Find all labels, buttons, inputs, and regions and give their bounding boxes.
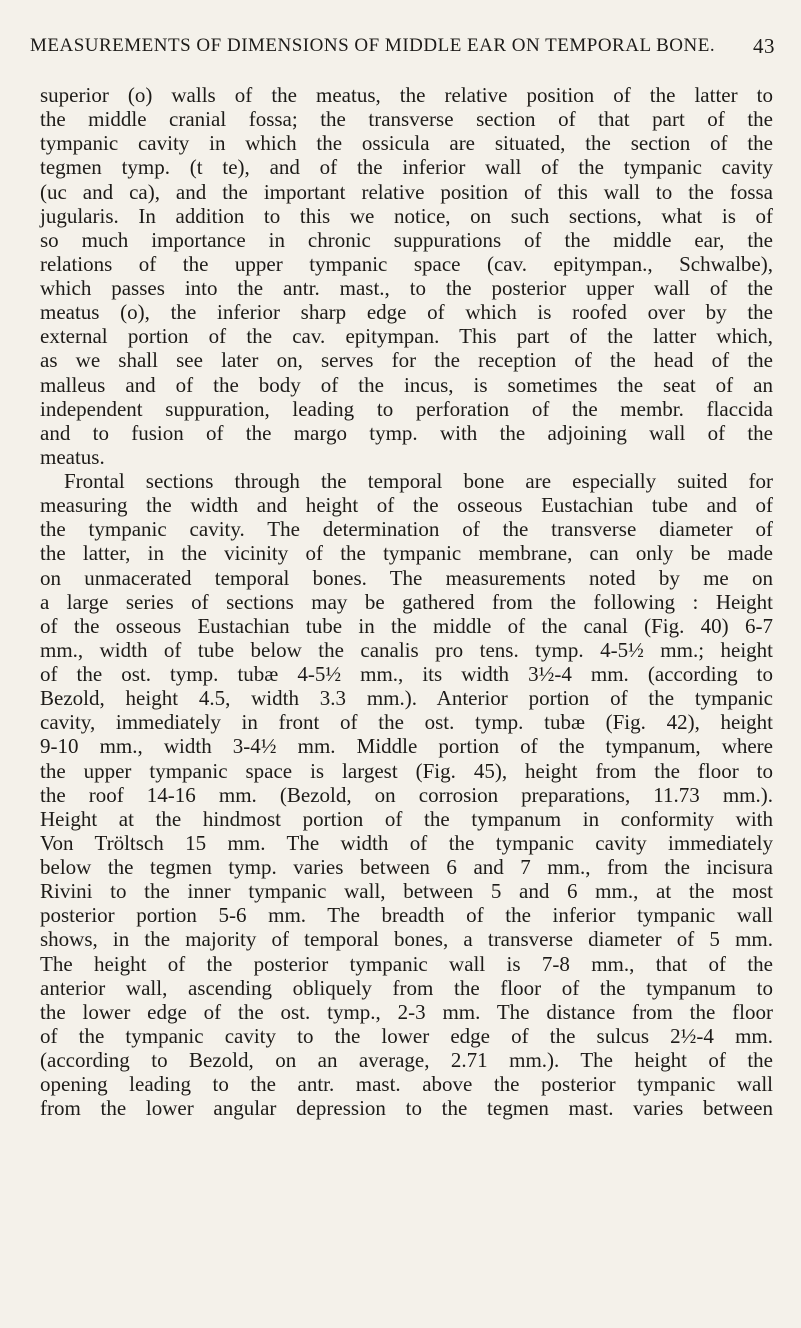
- text-line: of the ost. tymp. tubæ 4-5½ mm., its width 3½-4 mm. (according to: [40, 662, 773, 686]
- text-line: and to fusion of the margo tymp. with the adjoining wall of the: [40, 420, 773, 445]
- text-line: Height at the hindmost portion of the tympanum in conformity with: [40, 806, 773, 831]
- text-line: 9-10 mm., width 3-4½ mm. Middle portion of the tympanum, where: [40, 734, 773, 759]
- text-line: tegmen tymp. (t te), and of the inferior wall of the tympanic cavity: [40, 155, 773, 180]
- text-line: as we shall see later on, serves for the reception of the head of the: [40, 348, 773, 373]
- text-line: the middle cranial fossa; the transverse section of that part of the: [40, 107, 773, 132]
- text-line: the upper tympanic space is largest (Fig. 45), height from the floor to: [40, 758, 773, 783]
- paragraph: [40, 469, 773, 1120]
- text-line: tympanic cavity in which the ossicula are situated, the section of the: [40, 131, 773, 156]
- text-line: on unmacerated temporal bones. The measurements noted by me on: [40, 565, 773, 590]
- text-line: jugularis. In addition to this we notice, on such sections, what is of: [40, 203, 773, 228]
- text-line: a large series of sections may be gathered from the following : Height: [40, 589, 773, 614]
- text-line: external portion of the cav. epitympan. This part of the latter which,: [40, 324, 773, 349]
- text-line: the roof 14-16 mm. (Bezold, on corrosion preparations, 11.73 mm.).: [40, 782, 773, 807]
- body-text: [40, 83, 773, 1120]
- text-line: meatus (o), the inferior sharp edge of which is roofed over by the: [40, 300, 773, 325]
- text-line: so much importance in chronic suppurations of the middle ear, the: [40, 227, 773, 252]
- text-line: Bezold, height 4.5, width 3.3 mm.). Anterior portion of the tympanic: [40, 686, 773, 711]
- text-line: The height of the posterior tympanic wall is 7-8 mm., that of the: [40, 951, 773, 976]
- text-line: mm., width of tube below the canalis pro tens. tymp. 4-5½ mm.; height: [40, 637, 773, 662]
- text-line: shows, in the majority of temporal bones, a transverse diameter of 5 mm.: [40, 927, 773, 952]
- text-line: Frontal sections through the temporal bone are especially suited for: [64, 469, 773, 493]
- text-line: malleus and of the body of the incus, is sometimes the seat of an: [40, 372, 773, 397]
- text-line: Von Tröltsch 15 mm. The width of the tympanic cavity immediately: [40, 830, 773, 855]
- text-line: of the tympanic cavity to the lower edge of the sulcus 2½-4 mm.: [40, 1023, 773, 1048]
- running-head: [30, 32, 775, 60]
- page-number: 43: [753, 34, 775, 58]
- text-line: from the lower angular depression to the tegmen mast. varies between: [40, 1096, 773, 1121]
- text-line: below the tegmen tymp. varies between 6 and 7 mm., from the incisura: [40, 855, 773, 879]
- text-line: (uc and ca), and the important relative position of this wall to the fossa: [40, 179, 773, 204]
- text-line: of the osseous Eustachian tube in the middle of the canal (Fig. 40) 6-7: [40, 613, 773, 638]
- text-line: which passes into the antr. mast., to the posterior upper wall of the: [40, 276, 773, 300]
- text-line: Rivini to the inner tympanic wall, between 5 and 6 mm., at the most: [40, 879, 773, 904]
- text-line: the lower edge of the ost. tymp., 2-3 mm. The distance from the floor: [40, 999, 773, 1024]
- text-line: anterior wall, ascending obliquely from the floor of the tympanum to: [40, 975, 773, 1000]
- running-title: MEASUREMENTS OF DIMENSIONS OF MIDDLE EAR ON TEMPORAL BONE.: [30, 35, 716, 56]
- text-line: independent suppuration, leading to perforation of the membr. flaccida: [40, 396, 773, 421]
- text-line: the latter, in the vicinity of the tympanic membrane, can only be made: [40, 541, 773, 566]
- text-line: measuring the width and height of the osseous Eustachian tube and of: [40, 493, 773, 518]
- text-line: cavity, immediately in front of the ost. tymp. tubæ (Fig. 42), height: [40, 710, 773, 735]
- text-line: opening leading to the antr. mast. above the posterior tympanic wall: [40, 1072, 773, 1097]
- text-line: relations of the upper tympanic space (cav. epitympan., Schwalbe),: [40, 251, 773, 276]
- text-line: the tympanic cavity. The determination of the transverse diameter of: [40, 517, 773, 542]
- text-line: posterior portion 5-6 mm. The breadth of the inferior tympanic wall: [40, 903, 773, 928]
- text-line: (according to Bezold, on an average, 2.71 mm.). The height of the: [40, 1048, 773, 1072]
- paragraph: [40, 83, 773, 469]
- text-line: superior (o) walls of the meatus, the relative position of the latter to: [40, 83, 773, 107]
- text-line: meatus.: [40, 444, 105, 469]
